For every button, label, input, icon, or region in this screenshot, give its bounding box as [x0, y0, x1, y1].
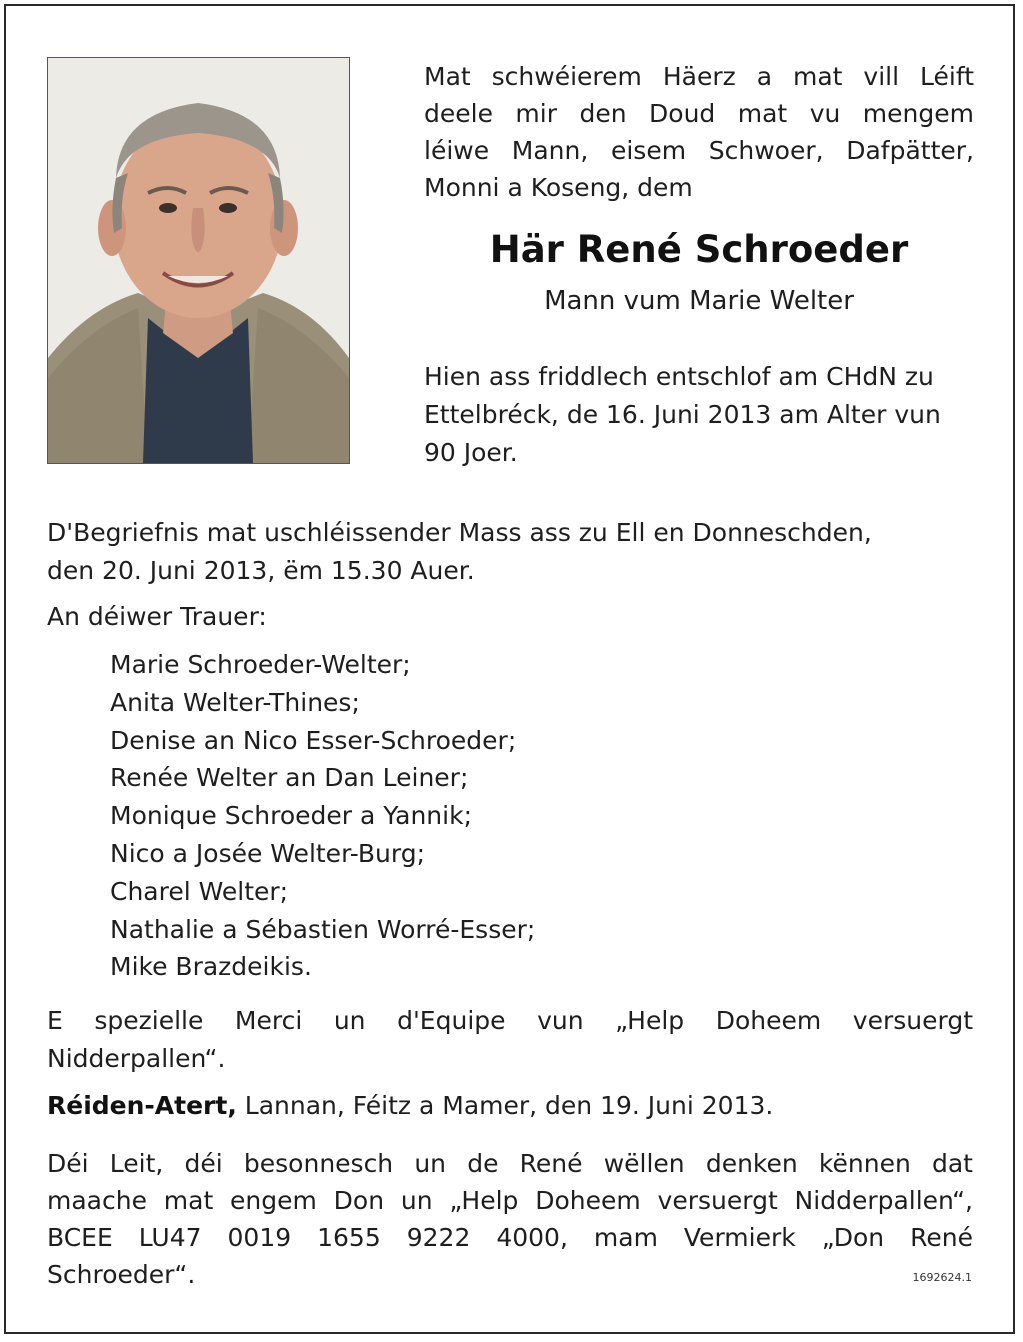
funeral-line: D'Begriefnis mat uschléissender Mass ass zu Ell en Donneschden,: [47, 518, 872, 547]
spouse-line: Mann vum Marie Welter: [544, 286, 854, 316]
mourner-item: Anita Welter-Thines;: [110, 687, 360, 717]
mourner-item: Charel Welter;: [110, 876, 289, 906]
donation-line: BCEE LU47 0019 1655 9222 4000, mam Vermierk „Don René: [47, 1223, 973, 1252]
intro-line: Monni a Koseng, dem: [424, 173, 693, 202]
funeral-line: den 20. Juni 2013, ëm 15.30 Auer.: [47, 556, 475, 585]
mourners-list: [110, 646, 535, 986]
place-rest: Lannan, Féitz a Mamer, den 19. Juni 2013.: [236, 1091, 774, 1120]
place-name: Réiden-Atert,: [47, 1091, 237, 1120]
death-line: Ettelbréck, de 16. Juni 2013 am Alter vun: [424, 400, 941, 429]
death-notice: [424, 358, 974, 472]
place-date-line: [47, 1091, 773, 1120]
mourner-item: Nathalie a Sébastien Worré-Esser;: [110, 914, 536, 944]
thanks-line: E spezielle Merci un d'Equipe vun „Help Doheem versuergt: [47, 1006, 973, 1035]
mourners-heading: An déiwer Trauer:: [47, 602, 267, 631]
thanks-line: Nidderpallen“.: [47, 1044, 226, 1073]
donation-line: Déi Leit, déi besonnesch un de René wëllen denken kënnen dat: [47, 1149, 973, 1178]
intro-line: léiwe Mann, eisem Schwoer, Dafpätter,: [424, 136, 974, 165]
mourner-item: Monique Schroeder a Yannik;: [110, 801, 472, 831]
death-line: 90 Joer.: [424, 438, 518, 467]
donation-line: maache mat engem Don un „Help Doheem versuergt Nidderpallen“,: [47, 1186, 973, 1215]
mourner-item: Denise an Nico Esser-Schroeder;: [110, 725, 517, 755]
mourner-item: Mike Brazdeikis.: [110, 952, 312, 982]
thanks-note: [47, 1002, 973, 1078]
death-line: Hien ass friddlech entschlof am CHdN zu: [424, 362, 934, 391]
intro-line: Mat schwéierem Häerz a mat vill Léift: [424, 62, 974, 91]
intro-line: deele mir den Doud mat vu mengem: [424, 99, 974, 128]
funeral-notice: [47, 514, 977, 590]
mourner-item: Marie Schroeder-Welter;: [110, 650, 411, 679]
mourner-item: Nico a Josée Welter-Burg;: [110, 838, 426, 868]
reference-number: 1692624.1: [912, 1271, 972, 1284]
donation-line: Schroeder“.: [47, 1260, 196, 1289]
portrait-photo: [47, 57, 350, 464]
donation-note: [47, 1145, 973, 1293]
deceased-name: Här René Schroeder: [489, 228, 909, 271]
mourner-item: Renée Welter an Dan Leiner;: [110, 763, 469, 793]
intro-paragraph: [424, 58, 974, 206]
